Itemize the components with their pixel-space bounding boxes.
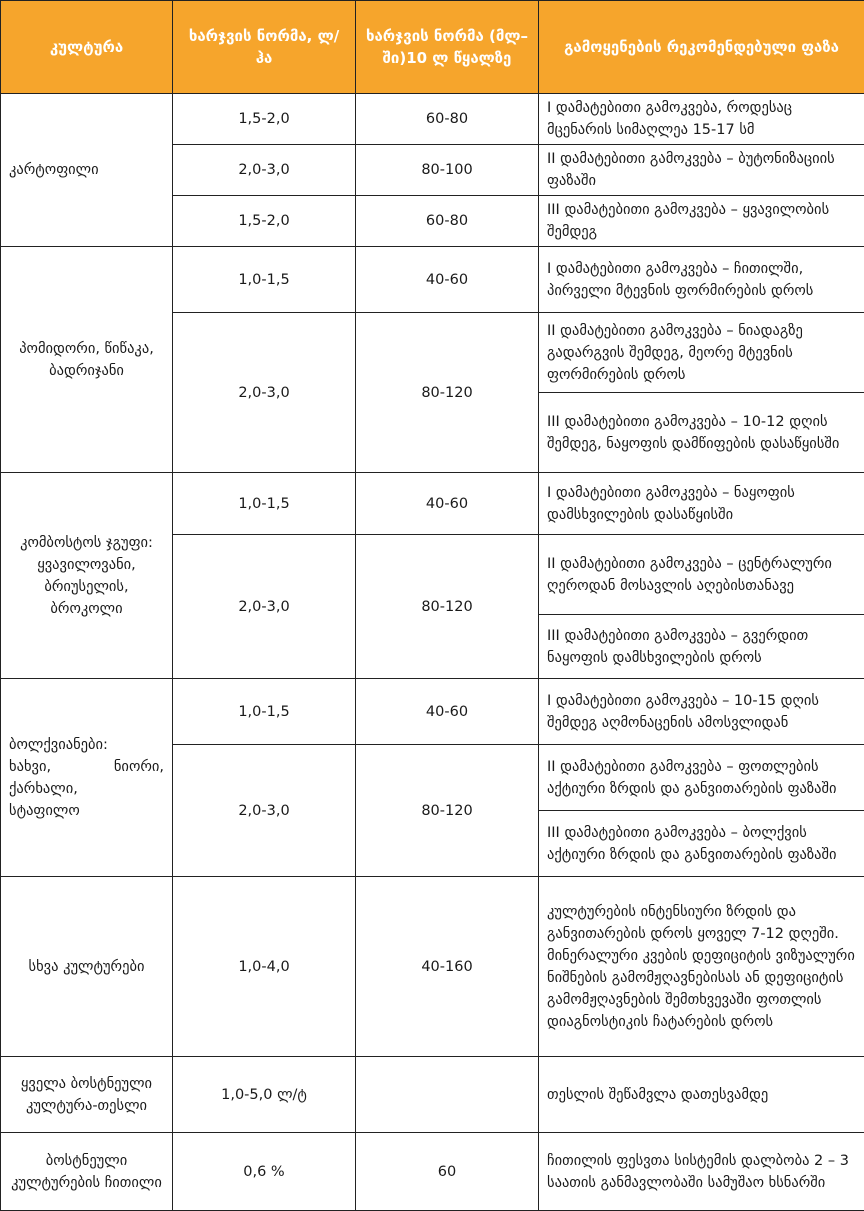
rate-cell: 1,0-1,5 bbox=[173, 473, 356, 535]
rate-cell: 1,5-2,0 bbox=[173, 196, 356, 247]
phase-cell: I დამატებითი გამოკვება, როდესაც მცენარის სიმაღლეა 15-17 სმ bbox=[539, 94, 864, 145]
crop-bulbs-line4: სტაფილო bbox=[9, 800, 164, 822]
phase-cell: III დამატებითი გამოკვება – ყვავილობის შემდეგ bbox=[539, 196, 864, 247]
ml-cell: 80-120 bbox=[356, 313, 539, 473]
rate-cell: 1,0-1,5 bbox=[173, 679, 356, 745]
rate-cell: 1,0-1,5 bbox=[173, 247, 356, 313]
ml-cell: 40-60 bbox=[356, 247, 539, 313]
phase-cell: კულტურების ინტენსიური ზრდის და განვითარების დროს ყოველ 7-12 დღეში. მინერალური კვების დეფიციტის ვიზუალური ნიშნების გამომჟღავნებისას ან დეფიციტის გამომჟღავნების შემთხვევაში ფოთლის დიაგნოსტიკის ჩატარების დროს bbox=[539, 877, 864, 1057]
crop-cell-seedling: ბოსტნეული კულტურების ჩითილი bbox=[1, 1133, 173, 1211]
crop-cell-potato: კარტოფილი bbox=[1, 94, 173, 247]
ml-cell: 60-80 bbox=[356, 196, 539, 247]
crop-cell-bulbs bbox=[1, 679, 173, 877]
table-row bbox=[1, 1057, 864, 1133]
rate-cell: 1,5-2,0 bbox=[173, 94, 356, 145]
ml-cell bbox=[356, 1057, 539, 1133]
header-phase: გამოყენების რეკომენდებული ფაზა bbox=[539, 1, 864, 94]
header-rate-l-ha: ხარჯვის ნორმა, ლ/ჰა bbox=[173, 1, 356, 94]
phase-cell: ჩითილის ფესვთა სისტემის დალბობა 2 – 3 საათის განმავლობაში სამუშაო ხსნარში bbox=[539, 1133, 864, 1211]
rate-cell: 2,0-3,0 bbox=[173, 535, 356, 679]
ml-cell: 80-120 bbox=[356, 535, 539, 679]
table-row bbox=[1, 247, 864, 313]
table-row bbox=[1, 679, 864, 745]
crop-bulbs-word1: ხახვი, bbox=[9, 756, 51, 778]
phase-cell: I დამატებითი გამოკვება – 10-15 დღის შემდეგ აღმონაცენის ამოსვლიდან bbox=[539, 679, 864, 745]
phase-cell: III დამატებითი გამოკვება – ბოლქვის აქტიური ზრდის და განვითარების ფაზაში bbox=[539, 811, 864, 877]
rate-cell: 2,0-3,0 bbox=[173, 745, 356, 877]
crop-cell-tomato: პომიდორი, წიწაკა, ბადრიჯანი bbox=[1, 247, 173, 473]
header-rate-ml-10l: ხარჯვის ნორმა (მლ–ში)10 ლ წყალზე bbox=[356, 1, 539, 94]
table-row bbox=[1, 473, 864, 535]
crop-bulbs-line3: ქარხალი, bbox=[9, 778, 164, 800]
crop-cell-seed: ყველა ბოსტნეული კულტურა-თესლი bbox=[1, 1057, 173, 1133]
phase-cell: II დამატებითი გამოკვება – ბუტონიზაციის ფაზაში bbox=[539, 145, 864, 196]
ml-cell: 60 bbox=[356, 1133, 539, 1211]
phase-cell: III დამატებითი გამოკვება – გვერდით ნაყოფის დამსხვილების დროს bbox=[539, 615, 864, 679]
rate-cell: 2,0-3,0 bbox=[173, 145, 356, 196]
rate-cell: 2,0-3,0 bbox=[173, 313, 356, 473]
phase-cell: I დამატებითი გამოკვება – ჩითილში, პირველი მტევნის ფორმირების დროს bbox=[539, 247, 864, 313]
phase-cell: III დამატებითი გამოკვება – 10-12 დღის შემდეგ, ნაყოფის დამწიფების დასაწყისში bbox=[539, 393, 864, 473]
crop-cell-cabbage: კომბოსტოს ჯგუფი: ყვავილოვანი, ბრიუსელის, ბროკოლი bbox=[1, 473, 173, 679]
phase-cell: II დამატებითი გამოკვება – ფოთლების აქტიური ზრდის და განვითარების ფაზაში bbox=[539, 745, 864, 811]
rate-cell: 1,0-4,0 bbox=[173, 877, 356, 1057]
crop-bulbs-line1: ბოლქვიანები: bbox=[9, 734, 164, 756]
ml-cell: 40-60 bbox=[356, 473, 539, 535]
crop-cell-other: სხვა კულტურები bbox=[1, 877, 173, 1057]
ml-cell: 40-60 bbox=[356, 679, 539, 745]
phase-cell: II დამატებითი გამოკვება – ცენტრალური ღეროდან მოსავლის აღებისთანავე bbox=[539, 535, 864, 615]
rate-cell: 0,6 % bbox=[173, 1133, 356, 1211]
phase-cell: თესლის შეწამვლა დათესვამდე bbox=[539, 1057, 864, 1133]
table-row bbox=[1, 1133, 864, 1211]
phase-cell: I დამატებითი გამოკვება – ნაყოფის დამსხვილების დასაწყისში bbox=[539, 473, 864, 535]
ml-cell: 40-160 bbox=[356, 877, 539, 1057]
ml-cell: 80-100 bbox=[356, 145, 539, 196]
phase-cell: II დამატებითი გამოკვება – ნიადაგზე გადარგვის შემდეგ, მეორე მტევნის ფორმირების დროს bbox=[539, 313, 864, 393]
header-crop: კულტურა bbox=[1, 1, 173, 94]
crop-bulbs-line2 bbox=[9, 756, 164, 778]
crop-bulbs-word2: ნიორი, bbox=[114, 756, 164, 778]
table-row bbox=[1, 877, 864, 1057]
ml-cell: 60-80 bbox=[356, 94, 539, 145]
ml-cell: 80-120 bbox=[356, 745, 539, 877]
table-row bbox=[1, 94, 864, 145]
header-row bbox=[1, 1, 864, 94]
rate-cell: 1,0-5,0 ლ/ტ bbox=[173, 1057, 356, 1133]
